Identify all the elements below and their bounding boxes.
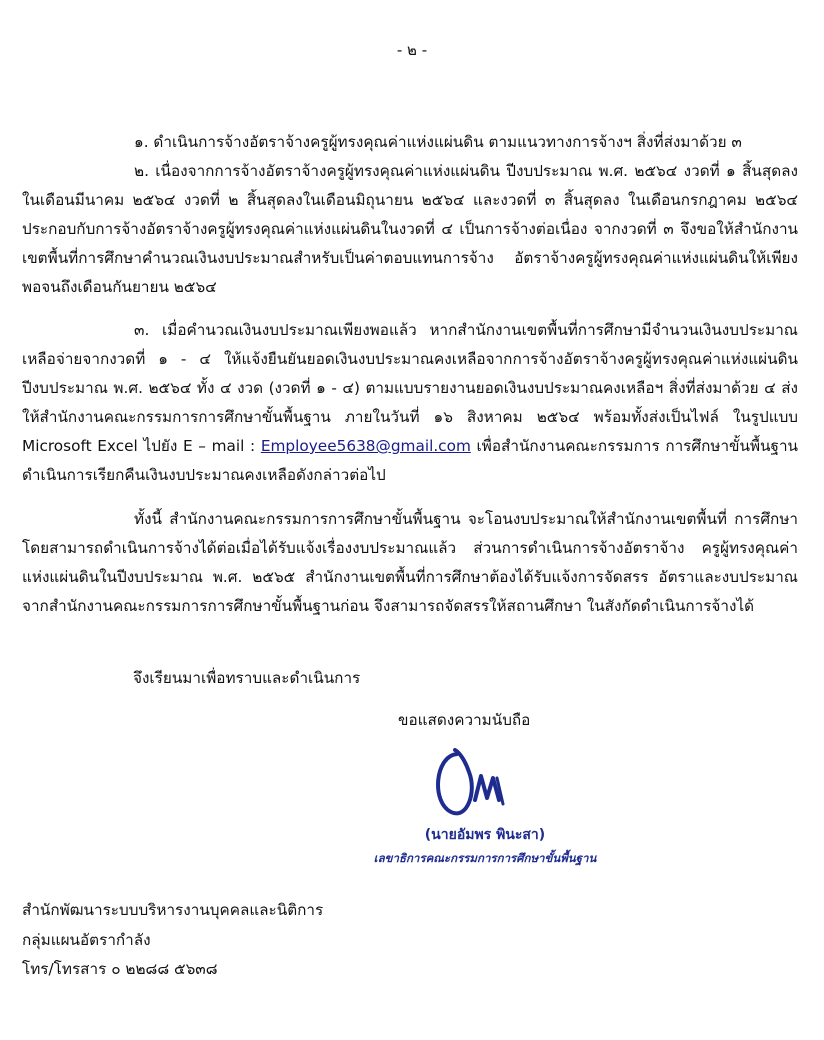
paragraph-4: ทั้งนี้ สำนักงานคณะกรรมการการศึกษาขั้นพื้นฐาน จะโอนงบประมาณให้สำนักงานเขตพื้นที่ การศึกษา โดยสามารถดำเนินการจ้างได้ต่อเมื่อได้รับแจ้งเรื่องงบประมาณแล้ว ส่วนการดำเนินการจ้างอัตราจ้าง ครูผู้ทรงคุณค่าแห่งแผ่นดินในปีงบประมาณ พ.ศ. ๒๕๖๕ สำนักงานเขตพื้นที่การศึกษาต้องได้รับแจ้งการจัดสรร อัตราและงบประมาณจากสำนักงานคณะกรรมการการศึกษาขั้นพื้นฐานก่อน จึงสามารถจัดสรรให้สถานศึกษา ในสังกัดดำเนินการจ้างได้ bbox=[22, 510, 798, 615]
paragraph-1: ๑. ดำเนินการจ้างอัตราจ้างครูผู้ทรงคุณค่าแห่งแผ่นดิน ตามแนวทางการจ้างฯ สิ่งที่ส่งมาด้วย ๓ bbox=[134, 133, 742, 151]
footer-office: สำนักพัฒนาระบบบริหารงานบุคคลและนิติการ bbox=[22, 901, 324, 919]
paragraph-3: ๓. เมื่อคำนวณเงินงบประมาณเพียงพอแล้ว หากสำนักงานเขตพื้นที่การศึกษามีจำนวนเงินงบประมาณ เหลือจ่ายจากงวดที่ ๑ - ๔ ให้แจ้งยืนยันยอดเงินงบประมาณคงเหลือจากการจ้างอัตราจ้างครูผู้ทรงคุณค่าแห่งแผ่นดิน ปีงบประมาณ พ.ศ. ๒๕๖๔ ทั้ง ๔ งวด (งวดที่ ๑ - ๔) ตามแบบรายงานยอดเงินงบประมาณคงเหลือฯ สิ่งที่ส่งมาด้วย ๔ ส่งให้สำนักงานคณะกรรมการการศึกษาขั้นพื้นฐาน ภายในวันที่ ๑๖ สิงหาคม ๒๕๖๔ พร้อมทั้งส่งเป็นไฟล์ ในรูปแบบ Microsoft Excel ไปยัง E – mail : Employee5638@gmail.com เพื่อสำนักงานคณะกรรมการ การศึกษาขั้นพื้นฐานดำเนินการเรียกคืนเงินงบประมาณคงเหลือดังกล่าวต่อไป bbox=[22, 321, 798, 484]
footer-contact bbox=[22, 896, 323, 985]
footer-group: กลุ่มแผนอัตรากำลัง bbox=[22, 930, 151, 949]
email-link[interactable]: Employee5638@gmail.com bbox=[260, 437, 471, 455]
footer-phone: โทร/โทรสาร ๐ ๒๒๘๘ ๕๖๓๘ bbox=[22, 960, 218, 978]
paragraph-2: ๒. เนื่องจากการจ้างอัตราจ้างครูผู้ทรงคุณค่าแห่งแผ่นดิน ปีงบประมาณ พ.ศ. ๒๕๖๔ งวดที่ ๑ สิ้นสุดลงในเดือนมีนาคม ๒๕๖๔ งวดที่ ๒ สิ้นสุดลงในเดือนมิถุนายน ๒๕๖๔ และงวดที่ ๓ สิ้นสุดลง ในเดือนกรกฎาคม ๒๕๖๔ ประกอบกับการจ้างอัตราจ้างครูผู้ทรงคุณค่าแห่งแผ่นดินในงวดที่ ๔ เป็นการจ้างต่อเนื่อง จากงวดที่ ๓ จึงขอให้สำนักงานเขตพื้นที่การศึกษาคำนวณเงินงบประมาณสำหรับเป็นค่าตอบแทนการจ้าง อัตราจ้างครูผู้ทรงคุณค่าแห่งแผ่นดินให้เพียงพอจนถึงเดือนกันยายน ๒๕๖๔ bbox=[22, 162, 798, 296]
closing-line: จึงเรียนมาเพื่อทราบและดำเนินการ bbox=[133, 669, 361, 687]
regards-line: ขอแสดงความนับถือ bbox=[398, 711, 531, 729]
signature-image bbox=[425, 742, 535, 822]
signer-name: (นายอัมพร พินะสา) bbox=[424, 827, 546, 843]
page-number: - ๒ - bbox=[396, 41, 428, 59]
signer-title: เลขาธิการคณะกรรมการการศึกษาขั้นพื้นฐาน bbox=[373, 851, 597, 865]
